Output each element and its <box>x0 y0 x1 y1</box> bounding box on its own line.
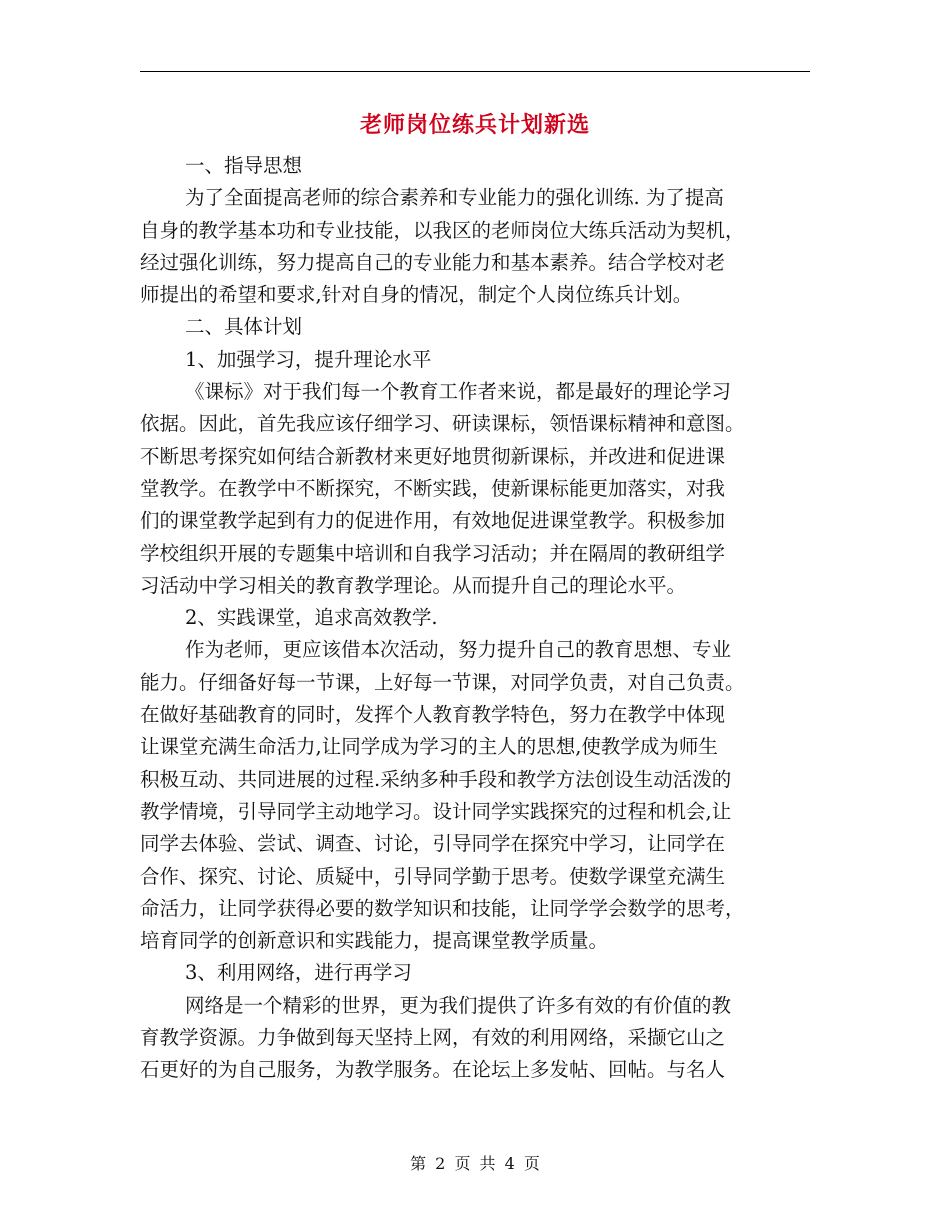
document-title: 老师岗位练兵计划新选 <box>359 113 590 138</box>
document-body <box>140 150 812 1087</box>
body-line: 师提出的希望和要求,针对自身的情况，制定个人岗位练兵计划。 <box>140 283 693 307</box>
body-line: 在做好基础教育的同时，发挥个人教育教学特色，努力在教学中体现 <box>140 703 726 727</box>
body-line: 二、具体计划 <box>185 315 303 339</box>
body-line: 育教学资源。力争做到每天坚持上网，有效的利用网络，采撷它山之 <box>140 1026 726 1050</box>
body-line: 能力。仔细备好每一节课，上好每一节课，对同学负责，对自己负责。 <box>140 670 745 694</box>
body-line: 教学情境，引导同学主动地学习。设计同学实践探究的过程和机会,让 <box>140 799 732 823</box>
body-line: 不断思考探究如何结合新教材来更好地贯彻新课标，并改进和促进课 <box>140 444 726 468</box>
body-line: 一、指导思想 <box>185 154 303 177</box>
body-line: 积极互动、共同进展的过程.采纳多种手段和教学方法创设生动活泼的 <box>140 767 732 791</box>
body-line: 网络是一个精彩的世界，更为我们提供了许多有效的有价值的教 <box>185 993 732 1017</box>
body-line: 依据。因此，首先我应该仔细学习、研读课标，领悟课标精神和意图。 <box>140 412 745 436</box>
body-line: 为了全面提高老师的综合素养和专业能力的强化训练. 为了提高 <box>185 186 724 210</box>
page-number-footer: 第 2 页 共 4 页 <box>410 1154 540 1173</box>
body-line: 作为老师，更应该借本次活动，努力提升自己的教育思想、专业 <box>185 638 732 662</box>
body-line: 合作、探究、讨论、质疑中，引导同学勤于思考。使数学课堂充满生 <box>140 864 726 888</box>
body-line: 经过强化训练，努力提高自己的专业能力和基本素养。结合学校对老 <box>140 250 726 274</box>
body-line: 《课标》对于我们每一个教育工作者来说，都是最好的理论学习 <box>185 380 732 404</box>
body-line: 命活力，让同学获得必要的数学知识和技能，让同学学会数学的思考， <box>140 896 745 920</box>
body-line: 同学去体验、尝试、调查、讨论，引导同学在探究中学习，让同学在 <box>140 832 726 856</box>
body-line: 们的课堂教学起到有力的促进作用，有效地促进课堂教学。积极参加 <box>140 509 726 533</box>
body-line: 石更好的为自己服务，为教学服务。在论坛上多发帖、回帖。与名人 <box>140 1058 726 1082</box>
body-line: 自身的教学基本功和专业技能，以我区的老师岗位大练兵活动为契机， <box>140 218 745 242</box>
body-line: 让课堂充满生命活力,让同学成为学习的主人的思想,使教学成为师生 <box>140 735 718 759</box>
header-rule <box>140 71 810 72</box>
body-line: 堂教学。在教学中不断探究，不断实践，使新课标能更加落实，对我 <box>140 476 726 500</box>
body-line: 学校组织开展的专题集中培训和自我学习活动；并在隔周的教研组学 <box>140 541 726 565</box>
body-line: 2、实践课堂，追求高效教学. <box>185 606 438 630</box>
body-line: 1、加强学习，提升理论水平 <box>185 347 432 371</box>
body-line: 3、利用网络，进行再学习 <box>185 961 412 985</box>
body-line: 培育同学的创新意识和实践能力，提高课堂教学质量。 <box>140 929 609 953</box>
body-line: 习活动中学习相关的教育教学理论。从而提升自己的理论水平。 <box>140 573 687 597</box>
